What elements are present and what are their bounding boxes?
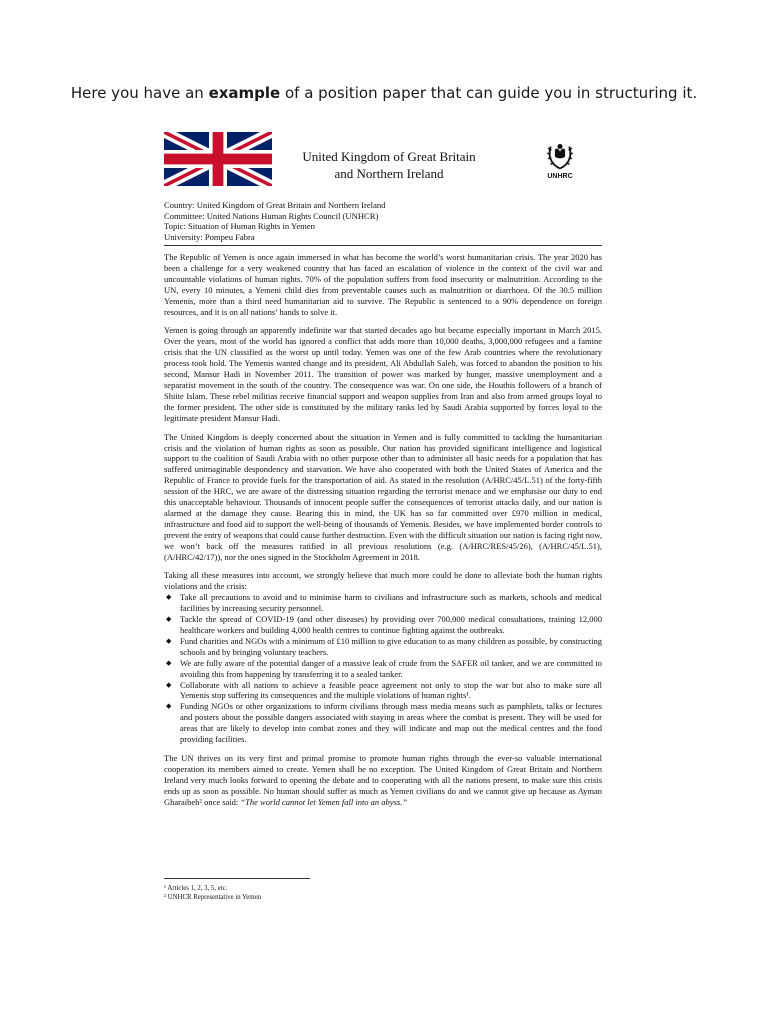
proposals-list	[164, 592, 602, 745]
intro-emphasis: example	[208, 84, 281, 102]
conclusion-quote: “The world cannot let Yemen fall into an abyss.”	[240, 796, 408, 807]
list-item-text: Collaborate with all nations to achieve a feasible peace agreement not only to stop the war but also to make sure all Yemenis stop suffering its consequences and the multiple violations of human rights¹.	[180, 679, 602, 701]
diamond-bullet-icon: ◆	[166, 593, 172, 602]
list-item	[164, 636, 602, 658]
diamond-bullet-icon: ◆	[166, 636, 172, 645]
unhrc-logo	[540, 138, 580, 180]
footnote-1: ¹ Articles 1, 2, 3, 5, etc.	[164, 885, 228, 892]
list-item	[164, 680, 602, 702]
footnote-divider	[164, 878, 310, 879]
paragraph-uk-position: The United Kingdom is deeply concerned about the situation in Yemen and is fully committed to tackling the humanitarian crisis and the violation of human rights as soon as possible. Our nation has provided significant intelligence and logistical support to the coalition of Saudi Arabia with no other purpose other than to administer all basic needs for a population that has suffered unimaginable despondency and starvation. We have also cooperated with both the United States of America and the Republic of France to provide fuels for the transportation of aid. As stated in the resolution (A/HRC/45/L.51) of the forty-fifth session of the HRC, we are aware of the distressing situation regarding the terrorist menace and we emphasise our duty to end this unacceptable behaviour. Thousands of innocent people suffer the consequences of terrorist attacks daily, and our nation is alarmed at the damage they cause. Bearing this in mind, the UK has so far committed over £970 million in medical, infrastructure and food aid to support the well-being of thousands of Yemenis. Besides, we have implemented border controls to prevent the entry of weapons that could cause further destruction. Even with the difficult situation our nation is facing right now, we won’t back off the measures ratified in all previous resolutions (e.g. (A/HRC/RES/45/26), (A/HRC/45/L.51), (A/HRC/42/17)), nor the ones signed in the Stockholm Agreement in 2018.	[164, 431, 602, 562]
paragraph-background: Yemen is going through an apparently indefinite war that started decades ago but became especially important in March 2015. Over the years, most of the world has ignored a conflict that adds more than 10,000 deaths, 3,000,000 refugees and a famine crisis that the UN classified as the worst up until today. Yemen was one of the few Arab countries where the revolutionary process took hold. The Yemenis wanted change and its president, Ali Abdullah Saleh, was forced to abandon the position to his second, Mansur Hadi in November 2011. The transition of power was marked by hunger, massive unemployment and a separatist movement in the south of the country. The consequence was war. On one side, the Houthis followers of a branch of Shiite Islam. These rebel militias receive financial support and weapon supplies from Iran and also from armed groups loyal to the former president. The other side is constituted by the military ranks led by Saudi Arabia supported by forces loyal to the legitimate president Mansur Hadi.	[164, 325, 602, 423]
list-item-text: Funding NGOs or other organizations to inform civilians through mass media means such as pamphlets, talks or lectures and posters about the possible dangers associated with staying in areas where the combat is present. They will be used for areas that are likely to develop into combat zones and they will indicate and map out the medical centres and the food providing facilities.	[180, 701, 602, 745]
intro-after: of a position paper that can guide you in structuring it.	[280, 84, 698, 102]
conclusion-text: The UN thrives on its very first and primal promise to promote human rights through the ever-so valuable international cooperation its members aimed to create. Yemen shall be no exception. The United Kingdom of Great Britain and Northern Ireland very much looks forward to opening the debate and to cooperating with all the nations present, to make sure this crisis ends up as soon as possible. No human should suffer as much as Yemen civilians do and we cannot give up because as Ayman Gharaibeh² once said:	[164, 752, 602, 807]
intro-text	[0, 84, 768, 102]
footnotes	[164, 884, 261, 902]
meta-topic: Topic: Situation of Human Rights in Yemen	[164, 221, 315, 232]
meta-committee: Committee: United Nations Human Rights Council (UNHCR)	[164, 210, 379, 221]
diamond-bullet-icon: ◆	[166, 615, 172, 624]
intro-before: Here you have an	[70, 84, 209, 102]
unhrc-label: UNHRC	[547, 173, 573, 180]
paragraph-conclusion	[164, 753, 602, 808]
footnote-2: ² UNHCR Representative in Yemen	[164, 894, 261, 901]
diamond-bullet-icon: ◆	[166, 702, 172, 711]
list-item-text: Fund charities and NGOs with a minimum of £10 million to give education to as many children as possible, by constructing schools and by bringing voluntary teachers.	[180, 635, 602, 657]
meta-country: Country: United Kingdom of Great Britain and Northern Ireland	[164, 200, 386, 210]
title-line-1: United Kingdom of Great Britain	[302, 149, 476, 164]
union-jack-flag-icon	[164, 132, 272, 186]
list-item-text: Take all precautions to avoid and to minimise harm to civilians and infrastructure such as markets, schools and medical facilities by increasing security personnel.	[180, 592, 602, 614]
paper-metadata	[164, 200, 602, 246]
diamond-bullet-icon: ◆	[166, 680, 172, 689]
list-item	[164, 701, 602, 745]
meta-university: University: Pompeu Fabra	[164, 231, 255, 242]
unhrc-emblem-icon	[543, 138, 577, 172]
list-item-text: We are fully aware of the potential danger of a massive leak of crude from the SAFER oil tanker, and we are committed to avoiding this from happening by transferring it to a sealed tanker.	[180, 657, 602, 679]
document-title	[284, 148, 494, 182]
title-line-2: and Northern Ireland	[334, 166, 444, 181]
diamond-bullet-icon: ◆	[166, 658, 172, 667]
list-item-text: Tackle the spread of COVID-19 (and other diseases) by providing over 700,000 medical consultations, training 12,000 healthcare workers and building 4,000 health centres to continue fighting against the outbreaks.	[180, 614, 602, 635]
list-item	[164, 592, 602, 614]
list-item	[164, 658, 602, 680]
paragraph-introduction: The Republic of Yemen is once again immersed in what has become the world’s worst humanitarian crisis. The year 2020 has been a challenge for a very weakened country that has faced an escalation of violence in the context of the civil war and uncountable violations of human rights. 70% of the population suffers from food insecurity or malnutrition. According to the UN, every 10 minutes, a Yemeni child dies from preventable causes such as malnutrition or diarrhoea. Of the 30.5 million Yemenis, more than a third need humanitarian aid to survive. The Republic is sentenced to a 90% dependence on foreign resources, and it is on all nations’ hands to solve it.	[164, 252, 602, 317]
paragraph-proposals-intro: Taking all these measures into account, we strongly believe that much more could be done to alleviate both the human rights violations and the crisis:	[164, 570, 602, 592]
paper-body	[164, 252, 602, 816]
list-item	[164, 614, 602, 636]
